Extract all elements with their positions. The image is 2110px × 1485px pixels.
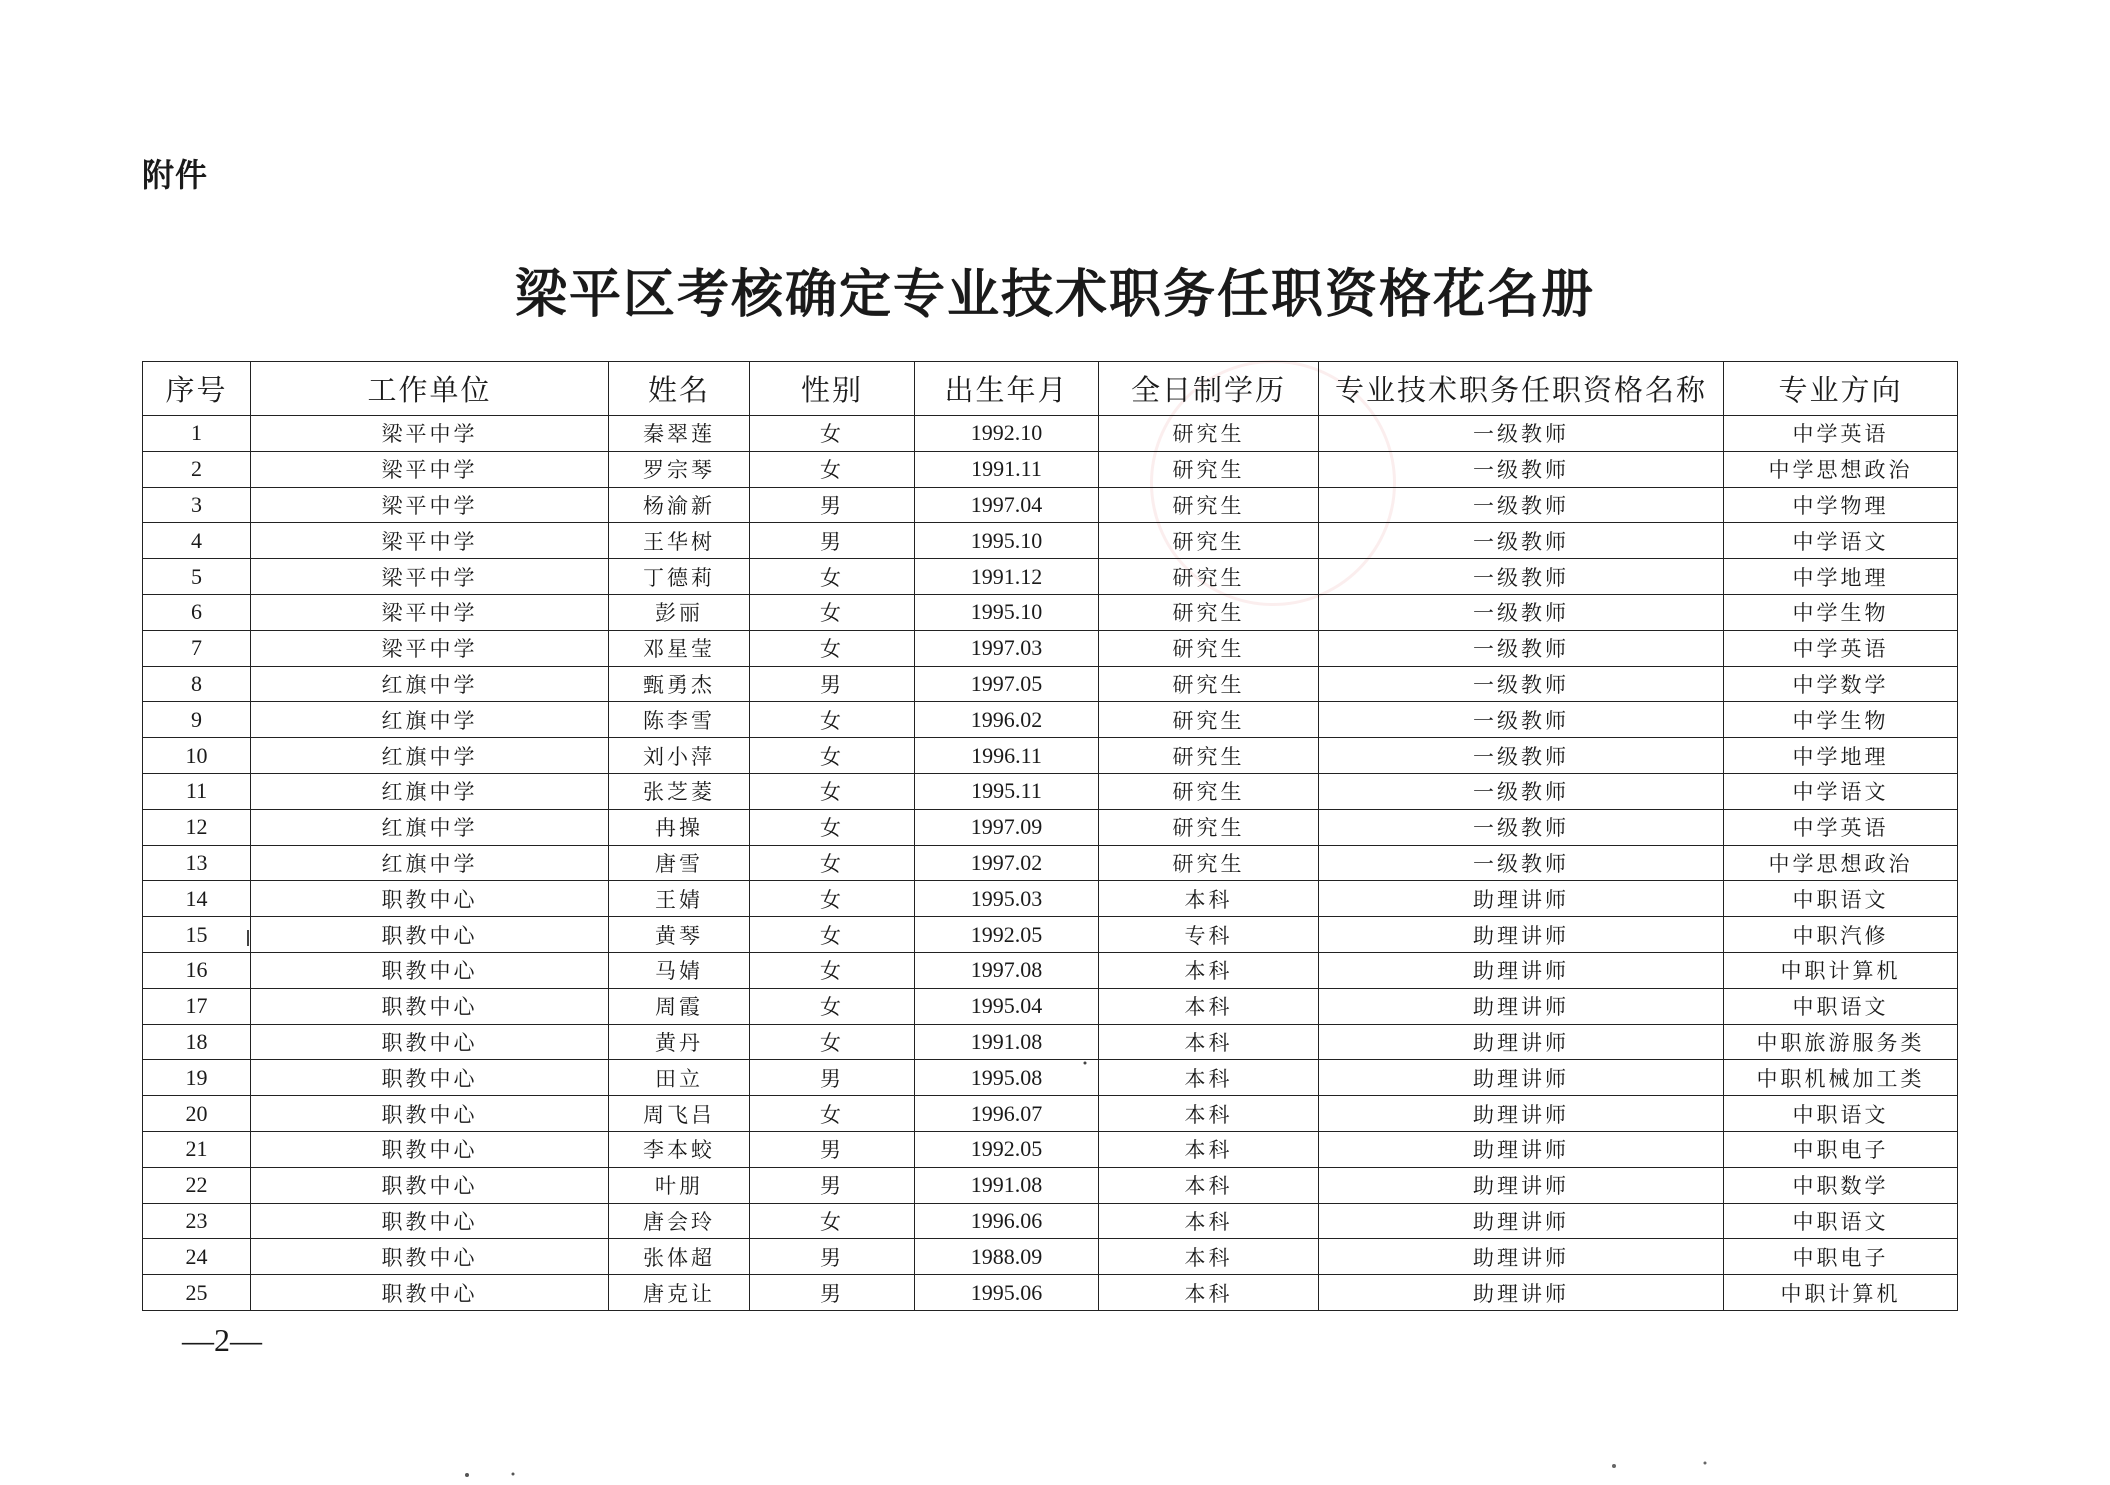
specialty-cell: 中学数学	[1724, 666, 1958, 702]
index-cell: 13	[143, 845, 251, 881]
gender-cell: 女	[750, 594, 915, 630]
qualification-cell: 一级教师	[1319, 630, 1724, 666]
index-cell: 8	[143, 666, 251, 702]
name-cell: 陈李雪	[609, 702, 750, 738]
table-row	[143, 952, 1958, 988]
table-row	[143, 702, 1958, 738]
table-row	[143, 630, 1958, 666]
work-unit-cell: 职教中心	[251, 1275, 609, 1311]
specialty-cell: 中学思想政治	[1724, 451, 1958, 487]
index-cell: 11	[143, 773, 251, 809]
birth-date-cell: 1992.05	[915, 917, 1099, 953]
specialty-cell: 中职语文	[1724, 1203, 1958, 1239]
index-cell: 9	[143, 702, 251, 738]
qualification-cell: 一级教师	[1319, 666, 1724, 702]
attachment-label: 附件	[142, 156, 209, 194]
education-cell: 研究生	[1099, 738, 1319, 774]
table-row	[143, 1239, 1958, 1275]
gender-cell: 女	[750, 451, 915, 487]
index-cell: 10	[143, 738, 251, 774]
gender-cell: 女	[750, 1024, 915, 1060]
index-cell: 1	[143, 416, 251, 452]
specialty-cell: 中学思想政治	[1724, 845, 1958, 881]
education-cell: 本科	[1099, 1024, 1319, 1060]
index-cell: 5	[143, 559, 251, 595]
qualification-cell: 助理讲师	[1319, 1024, 1724, 1060]
index-cell: 20	[143, 1096, 251, 1132]
qualification-cell: 一级教师	[1319, 559, 1724, 595]
qualification-cell: 助理讲师	[1319, 1167, 1724, 1203]
work-unit-cell: 职教中心	[251, 952, 609, 988]
birth-date-cell: 1997.05	[915, 666, 1099, 702]
index-cell: 25	[143, 1275, 251, 1311]
header-work-unit: 工作单位	[251, 362, 609, 416]
work-unit-cell: 红旗中学	[251, 845, 609, 881]
index-cell: 17	[143, 988, 251, 1024]
name-cell: 唐会玲	[609, 1203, 750, 1239]
name-cell: 张芝菱	[609, 773, 750, 809]
name-cell: 田立	[609, 1060, 750, 1096]
specialty-cell: 中学英语	[1724, 809, 1958, 845]
qualification-cell: 助理讲师	[1319, 1239, 1724, 1275]
name-cell: 叶朋	[609, 1167, 750, 1203]
qualification-cell: 一级教师	[1319, 738, 1724, 774]
specialty-cell: 中学语文	[1724, 523, 1958, 559]
table-row	[143, 988, 1958, 1024]
gender-cell: 女	[750, 845, 915, 881]
birth-date-cell: 1997.03	[915, 630, 1099, 666]
birth-date-cell: 1997.08	[915, 952, 1099, 988]
work-unit-cell: 职教中心	[251, 917, 609, 953]
qualification-cell: 一级教师	[1319, 487, 1724, 523]
specialty-cell: 中职机械加工类	[1724, 1060, 1958, 1096]
education-cell: 本科	[1099, 1275, 1319, 1311]
education-cell: 研究生	[1099, 559, 1319, 595]
qualification-cell: 一级教师	[1319, 594, 1724, 630]
qualification-cell: 助理讲师	[1319, 1275, 1724, 1311]
header-birth-date: 出生年月	[915, 362, 1099, 416]
table-row	[143, 487, 1958, 523]
page-number: —2—	[182, 1322, 262, 1358]
qualification-cell: 助理讲师	[1319, 1203, 1724, 1239]
birth-date-cell: 1995.10	[915, 594, 1099, 630]
index-cell: 16	[143, 952, 251, 988]
index-cell: 4	[143, 523, 251, 559]
qualification-cell: 一级教师	[1319, 416, 1724, 452]
specialty-cell: 中职语文	[1724, 1096, 1958, 1132]
gender-cell: 女	[750, 952, 915, 988]
name-cell: 李本蛟	[609, 1131, 750, 1167]
index-cell: 15	[143, 917, 251, 953]
name-cell: 罗宗琴	[609, 451, 750, 487]
header-specialty: 专业方向	[1724, 362, 1958, 416]
index-cell: 14	[143, 881, 251, 917]
gender-cell: 女	[750, 881, 915, 917]
education-cell: 本科	[1099, 881, 1319, 917]
education-cell: 研究生	[1099, 809, 1319, 845]
gender-cell: 女	[750, 559, 915, 595]
birth-date-cell: 1996.06	[915, 1203, 1099, 1239]
qualification-cell: 助理讲师	[1319, 917, 1724, 953]
name-cell: 黄丹	[609, 1024, 750, 1060]
table-row	[143, 1131, 1958, 1167]
name-cell: 彭丽	[609, 594, 750, 630]
table-row	[143, 845, 1958, 881]
education-cell: 研究生	[1099, 416, 1319, 452]
work-unit-cell: 红旗中学	[251, 773, 609, 809]
table-row	[143, 809, 1958, 845]
name-cell: 刘小萍	[609, 738, 750, 774]
name-cell: 张体超	[609, 1239, 750, 1275]
specialty-cell: 中学生物	[1724, 594, 1958, 630]
work-unit-cell: 梁平中学	[251, 630, 609, 666]
table-row	[143, 917, 1958, 953]
specialty-cell: 中职计算机	[1724, 952, 1958, 988]
birth-date-cell: 1995.11	[915, 773, 1099, 809]
education-cell: 研究生	[1099, 666, 1319, 702]
name-cell: 甄勇杰	[609, 666, 750, 702]
qualification-cell: 助理讲师	[1319, 1131, 1724, 1167]
birth-date-cell: 1995.10	[915, 523, 1099, 559]
work-unit-cell: 梁平中学	[251, 523, 609, 559]
work-unit-cell: 职教中心	[251, 1239, 609, 1275]
index-cell: 3	[143, 487, 251, 523]
work-unit-cell: 职教中心	[251, 881, 609, 917]
qualification-cell: 一级教师	[1319, 523, 1724, 559]
table-row	[143, 523, 1958, 559]
specialty-cell: 中职电子	[1724, 1131, 1958, 1167]
education-cell: 研究生	[1099, 451, 1319, 487]
gender-cell: 男	[750, 1239, 915, 1275]
birth-date-cell: 1996.07	[915, 1096, 1099, 1132]
name-cell: 王华树	[609, 523, 750, 559]
birth-date-cell: 1997.09	[915, 809, 1099, 845]
specialty-cell: 中职计算机	[1724, 1275, 1958, 1311]
table-row	[143, 1096, 1958, 1132]
index-cell: 23	[143, 1203, 251, 1239]
header-education: 全日制学历	[1099, 362, 1319, 416]
birth-date-cell: 1995.04	[915, 988, 1099, 1024]
name-cell: 唐雪	[609, 845, 750, 881]
qualification-cell: 助理讲师	[1319, 988, 1724, 1024]
table-row	[143, 1275, 1958, 1311]
education-cell: 本科	[1099, 1203, 1319, 1239]
index-cell: 2	[143, 451, 251, 487]
index-cell: 18	[143, 1024, 251, 1060]
scan-speck	[1704, 1462, 1707, 1465]
index-cell: 19	[143, 1060, 251, 1096]
name-cell: 马婧	[609, 952, 750, 988]
work-unit-cell: 红旗中学	[251, 809, 609, 845]
name-cell: 冉操	[609, 809, 750, 845]
birth-date-cell: 1992.05	[915, 1131, 1099, 1167]
name-cell: 杨渝新	[609, 487, 750, 523]
qualification-cell: 一级教师	[1319, 809, 1724, 845]
gender-cell: 女	[750, 416, 915, 452]
education-cell: 研究生	[1099, 630, 1319, 666]
table-row	[143, 738, 1958, 774]
gender-cell: 男	[750, 1060, 915, 1096]
table-row	[143, 1167, 1958, 1203]
education-cell: 本科	[1099, 952, 1319, 988]
index-cell: 6	[143, 594, 251, 630]
name-cell: 秦翠莲	[609, 416, 750, 452]
gender-cell: 女	[750, 917, 915, 953]
index-cell: 12	[143, 809, 251, 845]
education-cell: 研究生	[1099, 845, 1319, 881]
birth-date-cell: 1996.02	[915, 702, 1099, 738]
birth-date-cell: 1992.10	[915, 416, 1099, 452]
table-row	[143, 666, 1958, 702]
birth-date-cell: 1995.08	[915, 1060, 1099, 1096]
gender-cell: 女	[750, 809, 915, 845]
scan-speck	[1612, 1464, 1616, 1468]
header-name: 姓名	[609, 362, 750, 416]
table-row	[143, 559, 1958, 595]
education-cell: 专科	[1099, 917, 1319, 953]
work-unit-cell: 红旗中学	[251, 738, 609, 774]
specialty-cell: 中职语文	[1724, 988, 1958, 1024]
education-cell: 本科	[1099, 1060, 1319, 1096]
table-row	[143, 594, 1958, 630]
specialty-cell: 中学英语	[1724, 630, 1958, 666]
gender-cell: 女	[750, 773, 915, 809]
table-row	[143, 1060, 1958, 1096]
gender-cell: 男	[750, 1167, 915, 1203]
work-unit-cell: 职教中心	[251, 1167, 609, 1203]
specialty-cell: 中学英语	[1724, 416, 1958, 452]
education-cell: 研究生	[1099, 523, 1319, 559]
birth-date-cell: 1991.11	[915, 451, 1099, 487]
work-unit-cell: 职教中心	[251, 1096, 609, 1132]
name-cell: 唐克让	[609, 1275, 750, 1311]
specialty-cell: 中学物理	[1724, 487, 1958, 523]
work-unit-cell: 梁平中学	[251, 416, 609, 452]
qualification-cell: 一级教师	[1319, 702, 1724, 738]
name-cell: 邓星莹	[609, 630, 750, 666]
work-unit-cell: 职教中心	[251, 988, 609, 1024]
gender-cell: 女	[750, 702, 915, 738]
document-title: 梁平区考核确定专业技术职务任职资格花名册	[514, 264, 1595, 325]
birth-date-cell: 1997.04	[915, 487, 1099, 523]
birth-date-cell: 1991.08	[915, 1167, 1099, 1203]
birth-date-cell: 1995.03	[915, 881, 1099, 917]
header-qualification: 专业技术职务任职资格名称	[1319, 362, 1724, 416]
work-unit-cell: 红旗中学	[251, 702, 609, 738]
header-index: 序号	[143, 362, 251, 416]
birth-date-cell: 1991.12	[915, 559, 1099, 595]
education-cell: 本科	[1099, 1096, 1319, 1132]
table-header	[143, 362, 1958, 416]
table-row	[143, 416, 1958, 452]
work-unit-cell: 梁平中学	[251, 559, 609, 595]
work-unit-cell: 职教中心	[251, 1131, 609, 1167]
gender-cell: 女	[750, 1096, 915, 1132]
name-cell: 丁德莉	[609, 559, 750, 595]
birth-date-cell: 1995.06	[915, 1275, 1099, 1311]
gender-cell: 男	[750, 666, 915, 702]
name-cell: 周飞吕	[609, 1096, 750, 1132]
education-cell: 本科	[1099, 1131, 1319, 1167]
education-cell: 本科	[1099, 1239, 1319, 1275]
birth-date-cell: 1996.11	[915, 738, 1099, 774]
education-cell: 本科	[1099, 988, 1319, 1024]
table-row	[143, 451, 1958, 487]
index-cell: 24	[143, 1239, 251, 1275]
work-unit-cell: 梁平中学	[251, 594, 609, 630]
specialty-cell: 中学地理	[1724, 559, 1958, 595]
gender-cell: 男	[750, 523, 915, 559]
index-cell: 7	[143, 630, 251, 666]
birth-date-cell: 1997.02	[915, 845, 1099, 881]
qualification-cell: 一级教师	[1319, 451, 1724, 487]
scan-speck	[512, 1473, 515, 1476]
birth-date-cell: 1988.09	[915, 1239, 1099, 1275]
qualification-cell: 助理讲师	[1319, 1060, 1724, 1096]
index-cell: 21	[143, 1131, 251, 1167]
gender-cell: 女	[750, 988, 915, 1024]
work-unit-cell: 职教中心	[251, 1060, 609, 1096]
name-cell: 黄琴	[609, 917, 750, 953]
education-cell: 研究生	[1099, 702, 1319, 738]
gender-cell: 女	[750, 738, 915, 774]
name-cell: 王婧	[609, 881, 750, 917]
table-body	[143, 416, 1958, 1311]
specialty-cell: 中学语文	[1724, 773, 1958, 809]
qualification-cell: 一级教师	[1319, 773, 1724, 809]
name-cell: 周霞	[609, 988, 750, 1024]
gender-cell: 女	[750, 630, 915, 666]
gender-cell: 男	[750, 1131, 915, 1167]
work-unit-cell: 职教中心	[251, 1203, 609, 1239]
table-row	[143, 1203, 1958, 1239]
gender-cell: 女	[750, 1203, 915, 1239]
specialty-cell: 中学地理	[1724, 738, 1958, 774]
gender-cell: 男	[750, 487, 915, 523]
work-unit-cell: 梁平中学	[251, 487, 609, 523]
specialty-cell: 中职旅游服务类	[1724, 1024, 1958, 1060]
specialty-cell: 中职语文	[1724, 881, 1958, 917]
index-cell: 22	[143, 1167, 251, 1203]
education-cell: 本科	[1099, 1167, 1319, 1203]
qualification-cell: 一级教师	[1319, 845, 1724, 881]
roster-table	[142, 361, 1958, 1311]
qualification-cell: 助理讲师	[1319, 881, 1724, 917]
education-cell: 研究生	[1099, 487, 1319, 523]
table-row	[143, 881, 1958, 917]
table-row	[143, 773, 1958, 809]
education-cell: 研究生	[1099, 773, 1319, 809]
specialty-cell: 中职汽修	[1724, 917, 1958, 953]
table-row	[143, 1024, 1958, 1060]
header-gender: 性别	[750, 362, 915, 416]
work-unit-cell: 梁平中学	[251, 451, 609, 487]
work-unit-cell: 红旗中学	[251, 666, 609, 702]
birth-date-cell: 1991.08	[915, 1024, 1099, 1060]
education-cell: 研究生	[1099, 594, 1319, 630]
specialty-cell: 中职电子	[1724, 1239, 1958, 1275]
header-row	[143, 362, 1958, 416]
scan-speck	[465, 1473, 469, 1477]
gender-cell: 男	[750, 1275, 915, 1311]
specialty-cell: 中学生物	[1724, 702, 1958, 738]
specialty-cell: 中职数学	[1724, 1167, 1958, 1203]
qualification-cell: 助理讲师	[1319, 1096, 1724, 1132]
qualification-cell: 助理讲师	[1319, 952, 1724, 988]
work-unit-cell: 职教中心	[251, 1024, 609, 1060]
